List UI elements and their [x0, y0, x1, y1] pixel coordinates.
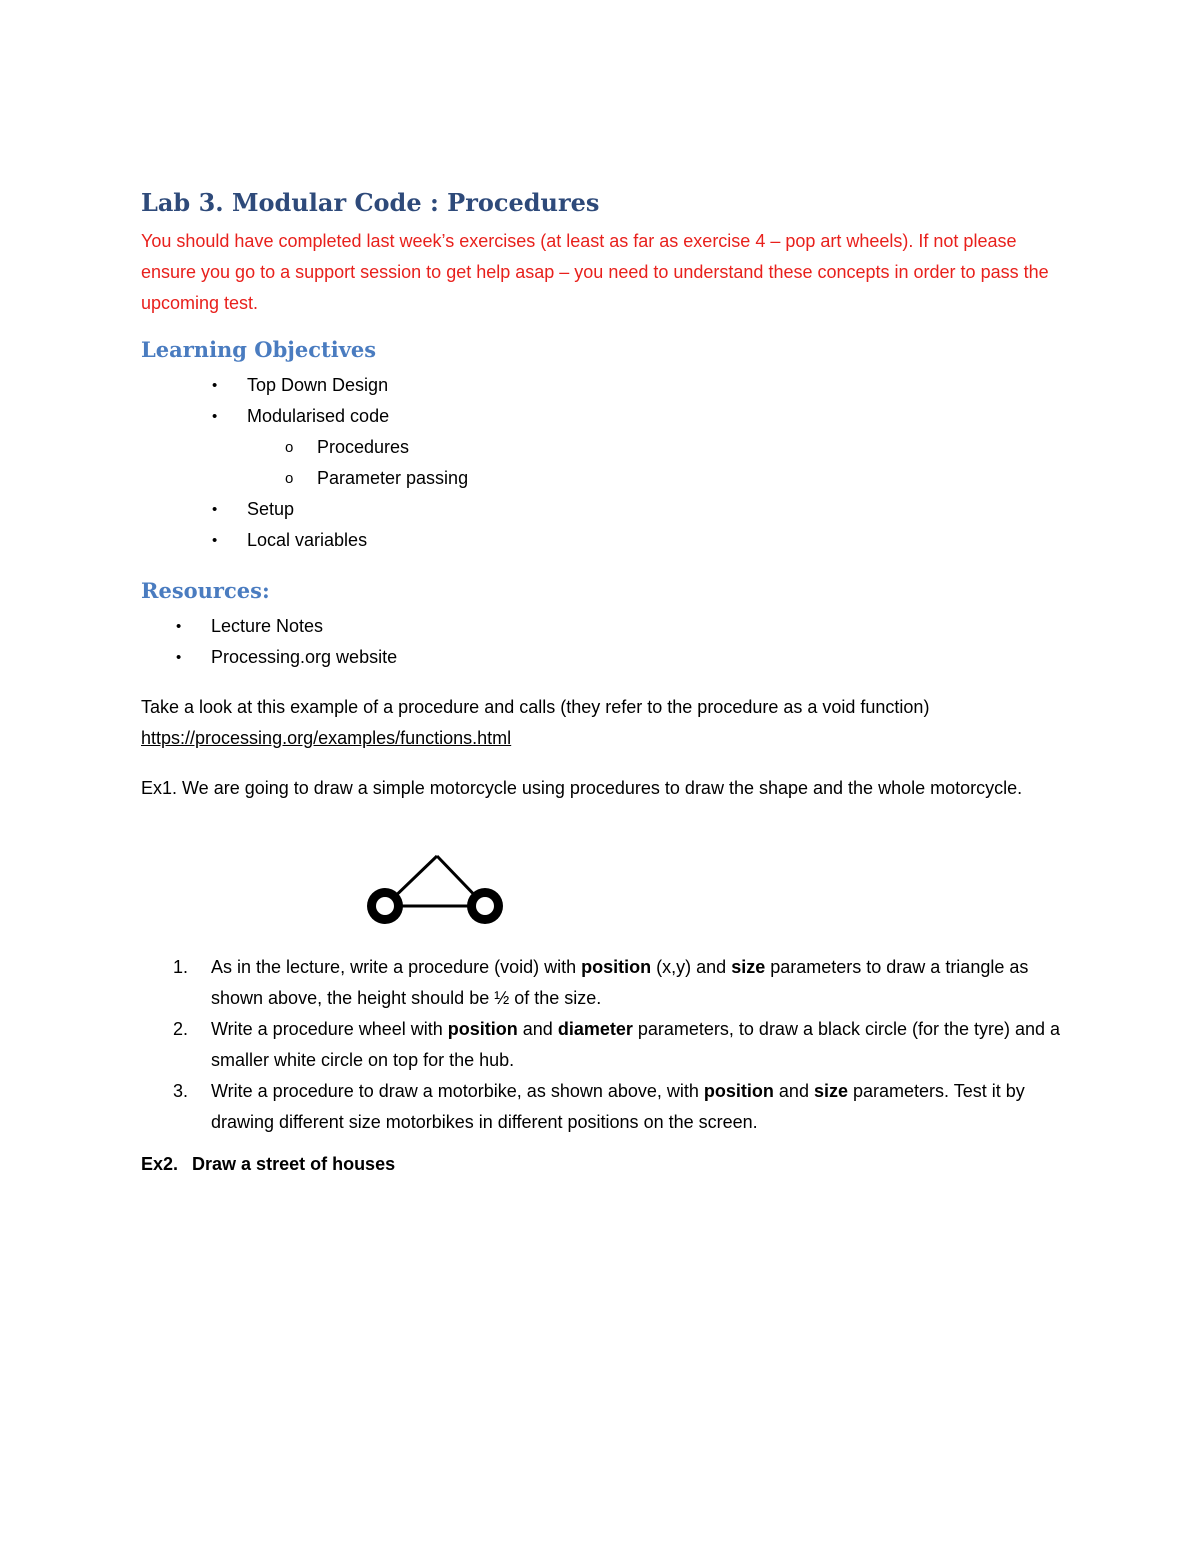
warning-note: You should have completed last week’s exercises (at least as far as exercise 4 – pop art wheels). If not please ensure you go to a support session to get help asap – you need to understand these concepts in order to pass the upcoming test.	[141, 231, 1049, 313]
step-keyword: position	[581, 957, 652, 977]
objective-label: Procedures	[317, 437, 410, 457]
rear-wheel-hub	[376, 897, 394, 915]
step-text: Write a procedure wheel with	[211, 1019, 448, 1039]
list-item	[212, 401, 468, 432]
step-text: Write a procedure to draw a motorbike, as shown above, with	[211, 1081, 704, 1101]
bullet-icon: •	[212, 501, 218, 518]
step-keyword: diameter	[557, 1019, 633, 1039]
step-number: 2.	[173, 1019, 189, 1039]
sub-bullet-icon: o	[285, 439, 294, 456]
list-item	[212, 370, 468, 401]
step-text: parameters to draw a triangle as shown above, the height should be ½ of the size.	[211, 957, 1029, 1008]
list-item	[173, 1014, 1071, 1076]
ex2-text: Draw a street of houses	[192, 1154, 396, 1174]
step-text: parameters. Test it by drawing different size motorbikes in different positions on the screen.	[211, 1081, 1025, 1132]
resource-label: Lecture Notes	[211, 616, 324, 636]
step-keyword: position	[703, 1081, 774, 1101]
list-item	[247, 463, 468, 494]
learning-objectives-heading: Learning Objectives	[141, 337, 377, 362]
step-text: and	[517, 1019, 558, 1039]
resources-list	[176, 611, 398, 673]
page-title: Lab 3. Modular Code : Procedures	[141, 188, 600, 217]
ex1-steps-list	[173, 952, 1071, 1138]
step-text: (x,y) and	[651, 957, 732, 977]
step-keyword: position	[447, 1019, 518, 1039]
objective-label: Setup	[247, 499, 295, 519]
step-text: parameters, to draw a black circle (for the tyre) and a smaller white circle on top for the hub.	[211, 1019, 1061, 1070]
list-item	[176, 642, 398, 673]
ex2-label: Ex2.	[141, 1154, 179, 1174]
list-item	[212, 494, 468, 525]
list-item	[173, 952, 1071, 1014]
step-text: and	[773, 1081, 814, 1101]
ex1-paragraph: Ex1. We are going to draw a simple motorcycle using procedures to draw the shape and the whole motorcycle.	[141, 778, 1023, 798]
list-item	[176, 611, 397, 642]
step-number: 1.	[173, 957, 189, 977]
bullet-icon: •	[212, 408, 218, 425]
step-number: 3.	[173, 1081, 189, 1101]
bullet-icon: •	[212, 377, 218, 394]
ex2-heading	[141, 1154, 395, 1175]
bullet-icon: •	[176, 649, 182, 666]
resources-heading: Resources:	[141, 578, 270, 603]
list-item	[173, 1076, 1071, 1138]
list-item	[247, 432, 468, 463]
objective-label: Top Down Design	[247, 375, 389, 395]
list-item	[212, 525, 468, 556]
bullet-icon: •	[176, 618, 182, 635]
functions-example-link[interactable]: https://processing.org/examples/functions.html	[141, 728, 512, 748]
example-paragraph	[141, 692, 1081, 754]
front-wheel-hub	[476, 897, 494, 915]
bullet-icon: •	[212, 532, 218, 549]
resource-label: Processing.org website	[211, 647, 398, 667]
learning-objectives-list	[212, 370, 469, 556]
step-keyword: size	[813, 1081, 848, 1101]
motorcycle-diagram	[360, 848, 510, 933]
objective-label: Local variables	[247, 530, 368, 550]
step-keyword: size	[731, 957, 766, 977]
objective-label: Modularised code	[247, 406, 390, 426]
objective-label: Parameter passing	[317, 468, 469, 488]
example-text: Take a look at this example of a procedure and calls (they refer to the procedure as a void function)	[141, 697, 930, 717]
sub-bullet-icon: o	[285, 470, 294, 487]
step-text: As in the lecture, write a procedure (void) with	[211, 957, 582, 977]
